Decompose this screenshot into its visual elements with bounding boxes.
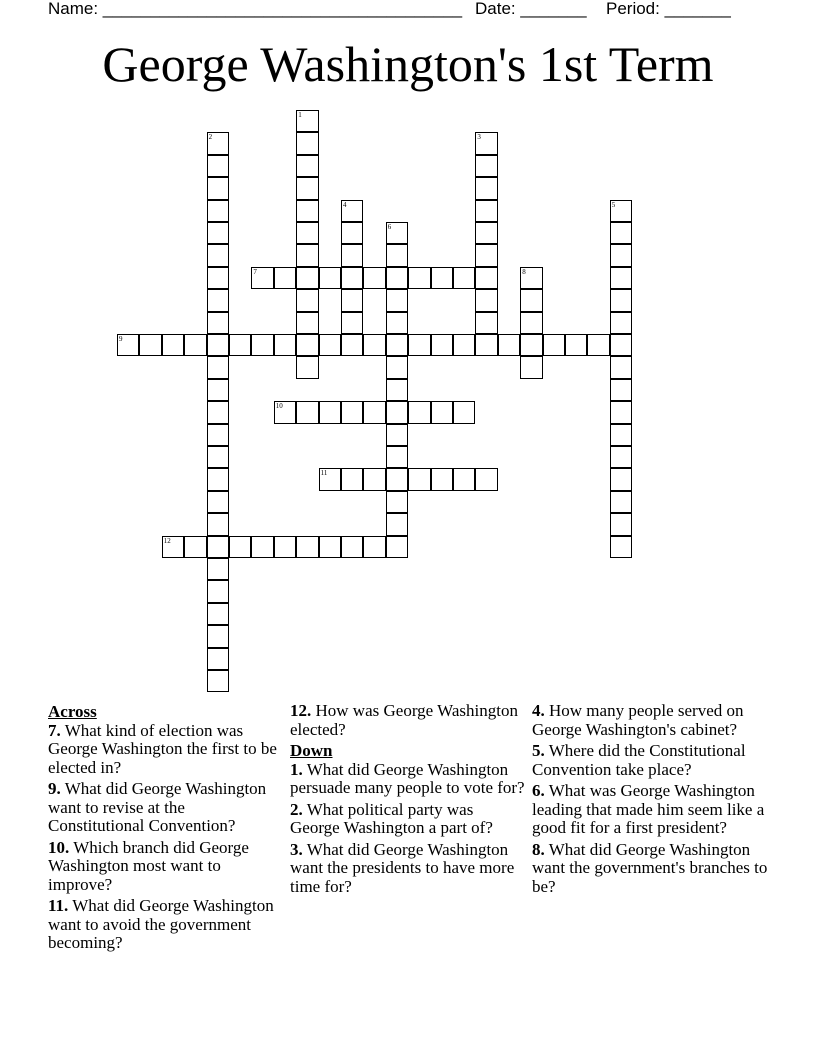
grid-cell[interactable] [386, 513, 408, 535]
grid-cell[interactable] [251, 536, 273, 558]
grid-cell[interactable] [475, 244, 497, 266]
grid-cell[interactable] [386, 334, 408, 356]
clue-down-1 [290, 761, 526, 798]
grid-cell[interactable] [229, 536, 251, 558]
grid-cell[interactable] [363, 536, 385, 558]
grid-cell[interactable] [251, 334, 273, 356]
grid-cell[interactable] [319, 334, 341, 356]
grid-cell[interactable] [207, 401, 229, 423]
clue-number-label: 3 [477, 133, 481, 142]
grid-cell[interactable] [207, 648, 229, 670]
grid-cell[interactable] [408, 334, 430, 356]
clue-down-2 [290, 801, 526, 838]
grid-cell[interactable] [341, 536, 363, 558]
grid-cell[interactable] [453, 334, 475, 356]
clue-text: What political party was George Washington a part of? [290, 799, 493, 837]
clue-number-label: 1 [298, 111, 302, 119]
grid-cell[interactable] [386, 536, 408, 558]
across-heading: Across [48, 702, 97, 721]
clue-number-label: 8 [522, 267, 526, 276]
clue-down-3 [290, 841, 526, 897]
grid-cell[interactable] [184, 536, 206, 558]
grid-cell[interactable] [207, 536, 229, 558]
grid-cell[interactable] [610, 379, 632, 401]
clue-across-10 [48, 839, 284, 895]
grid-cell[interactable] [341, 244, 363, 266]
grid-cell[interactable] [207, 200, 229, 222]
clue-number: 1. [290, 759, 303, 779]
grid-cell[interactable] [296, 244, 318, 266]
grid-cell[interactable] [475, 155, 497, 177]
grid-cell[interactable] [207, 558, 229, 580]
grid-cell[interactable] [610, 356, 632, 378]
grid-cell[interactable] [184, 334, 206, 356]
grid-cell[interactable] [475, 289, 497, 311]
grid-cell[interactable] [207, 625, 229, 647]
grid-cell[interactable] [431, 267, 453, 289]
grid-cell[interactable] [475, 132, 497, 154]
grid-cell[interactable] [386, 289, 408, 311]
grid-cell[interactable] [296, 401, 318, 423]
grid-cell[interactable] [363, 401, 385, 423]
grid-cell[interactable] [296, 132, 318, 154]
grid-cell[interactable] [610, 244, 632, 266]
clue-text: What kind of election was George Washington the first to be elected in? [48, 720, 277, 777]
grid-cell[interactable] [341, 401, 363, 423]
clue-down-5 [532, 742, 772, 779]
clue-text: How many people served on George Washington's cabinet? [532, 701, 744, 739]
grid-cell[interactable] [610, 401, 632, 423]
clue-across-11 [48, 897, 284, 953]
grid-cell[interactable] [431, 468, 453, 490]
grid-cell[interactable] [207, 513, 229, 535]
grid-cell[interactable] [610, 312, 632, 334]
grid-cell[interactable] [453, 267, 475, 289]
grid-cell[interactable] [207, 603, 229, 625]
grid-cell[interactable] [453, 468, 475, 490]
grid-cell[interactable] [386, 244, 408, 266]
clue-number: 9. [48, 779, 61, 798]
grid-cell[interactable] [207, 670, 229, 692]
name-field-label[interactable]: Name: ______________________________________ [48, 0, 463, 18]
clue-number-label: 5 [611, 200, 616, 209]
grid-cell[interactable] [475, 222, 497, 244]
clue-number-label: 6 [387, 223, 392, 231]
grid-cell[interactable] [274, 267, 296, 289]
clue-number-label: 12 [163, 536, 171, 545]
grid-cell[interactable] [610, 446, 632, 468]
grid-cell[interactable] [296, 177, 318, 199]
clue-across-9 [48, 780, 284, 836]
grid-cell[interactable] [341, 200, 363, 222]
grid-cell[interactable] [386, 446, 408, 468]
clue-down-4 [532, 702, 772, 739]
grid-cell[interactable] [341, 289, 363, 311]
grid-cell[interactable] [296, 312, 318, 334]
grid-cell[interactable] [386, 356, 408, 378]
clue-number: 8. [532, 839, 545, 859]
grid-cell[interactable] [475, 267, 497, 289]
grid-cell[interactable] [386, 401, 408, 423]
grid-cell[interactable] [386, 468, 408, 490]
grid-cell[interactable] [453, 401, 475, 423]
grid-cell[interactable] [207, 222, 229, 244]
grid-cell[interactable] [296, 200, 318, 222]
grid-cell[interactable] [520, 267, 542, 289]
clue-text: What did George Washington want to revise at the Constitutional Convention? [48, 779, 267, 835]
grid-cell[interactable] [319, 267, 341, 289]
grid-cell[interactable] [162, 334, 184, 356]
grid-cell[interactable] [296, 536, 318, 558]
clue-number: 2. [290, 799, 303, 819]
grid-cell[interactable] [296, 334, 318, 356]
grid-cell[interactable] [207, 580, 229, 602]
grid-cell[interactable] [475, 334, 497, 356]
grid-cell[interactable] [296, 356, 318, 378]
clue-number: 6. [532, 781, 545, 800]
grid-cell[interactable] [162, 536, 184, 558]
grid-cell[interactable] [610, 334, 632, 356]
grid-cell[interactable] [520, 356, 542, 378]
grid-cell[interactable] [610, 468, 632, 490]
grid-cell[interactable] [296, 222, 318, 244]
grid-cell[interactable] [341, 468, 363, 490]
clue-number-label: 2 [208, 133, 213, 142]
grid-cell[interactable] [207, 356, 229, 378]
clue-text: What did George Washington persuade many people to vote for? [290, 759, 525, 797]
grid-cell[interactable] [386, 379, 408, 401]
grid-cell[interactable] [610, 491, 632, 513]
clue-number: 4. [532, 701, 545, 720]
grid-cell[interactable] [274, 401, 296, 423]
clue-number-label: 11 [320, 469, 328, 478]
grid-cell[interactable] [341, 222, 363, 244]
grid-cell[interactable] [296, 267, 318, 289]
grid-cell[interactable] [386, 424, 408, 446]
clue-number: 12. [290, 701, 312, 720]
grid-cell[interactable] [207, 334, 229, 356]
grid-cell[interactable] [386, 491, 408, 513]
grid-cell[interactable] [341, 334, 363, 356]
clue-text: Where did the Constitutional Convention take place? [532, 741, 746, 779]
grid-cell[interactable] [475, 177, 497, 199]
clue-text: How was George Washington elected? [290, 701, 518, 739]
grid-cell[interactable] [207, 289, 229, 311]
clue-across-7 [48, 722, 284, 778]
grid-cell[interactable] [296, 110, 318, 132]
grid-cell[interactable] [117, 334, 139, 356]
grid-cell[interactable] [207, 468, 229, 490]
grid-cell[interactable] [319, 468, 341, 490]
grid-cell[interactable] [610, 536, 632, 558]
grid-cell[interactable] [296, 289, 318, 311]
grid-cell[interactable] [610, 424, 632, 446]
clue-text: What did George Washington want to avoid the government becoming? [48, 896, 274, 952]
grid-cell[interactable] [520, 334, 542, 356]
clue-number: 5. [532, 741, 545, 760]
clue-number: 10. [48, 837, 70, 857]
grid-cell[interactable] [408, 401, 430, 423]
grid-cell[interactable] [139, 334, 161, 356]
grid-cell[interactable] [386, 222, 408, 244]
clues-column-3 [532, 702, 772, 899]
grid-cell[interactable] [274, 536, 296, 558]
grid-cell[interactable] [207, 155, 229, 177]
clue-down-6 [532, 782, 772, 838]
grid-cell[interactable] [386, 312, 408, 334]
grid-cell[interactable] [520, 289, 542, 311]
grid-cell[interactable] [229, 334, 251, 356]
grid-cell[interactable] [475, 200, 497, 222]
grid-cell[interactable] [386, 267, 408, 289]
clue-text: What did George Washington want the presidents to have more time for? [290, 839, 515, 896]
clue-number-label: 4 [343, 200, 347, 209]
grid-cell[interactable] [296, 155, 318, 177]
grid-cell[interactable] [319, 401, 341, 423]
grid-cell[interactable] [431, 401, 453, 423]
clue-number-label: 7 [253, 267, 257, 276]
clue-across-12 [290, 702, 526, 739]
grid-cell[interactable] [565, 334, 587, 356]
puzzle-title: George Washington's 1st Term [102, 36, 714, 92]
grid-cell[interactable] [475, 468, 497, 490]
clue-text: What did George Washington want the government's branches to be? [532, 839, 768, 896]
grid-cell[interactable] [274, 334, 296, 356]
clue-number: 11. [48, 896, 69, 915]
grid-cell[interactable] [207, 267, 229, 289]
grid-cell[interactable] [341, 312, 363, 334]
grid-cell[interactable] [251, 267, 273, 289]
grid-cell[interactable] [610, 222, 632, 244]
clues-column-2 [290, 702, 526, 899]
grid-cell[interactable] [207, 491, 229, 513]
clue-number-label: 10 [275, 402, 283, 411]
grid-cell[interactable] [520, 312, 542, 334]
grid-cell[interactable] [587, 334, 609, 356]
down-heading: Down [290, 741, 333, 760]
grid-cell[interactable] [363, 267, 385, 289]
grid-cell[interactable] [341, 267, 363, 289]
grid-cell[interactable] [363, 468, 385, 490]
clue-number-label: 9 [119, 335, 123, 343]
grid-cell[interactable] [431, 334, 453, 356]
grid-cell[interactable] [610, 289, 632, 311]
grid-cell[interactable] [207, 379, 229, 401]
clue-number: 7. [48, 720, 61, 740]
grid-cell[interactable] [498, 334, 520, 356]
grid-cell[interactable] [610, 513, 632, 535]
grid-cell[interactable] [408, 468, 430, 490]
grid-cell[interactable] [207, 244, 229, 266]
clues-column-1 [48, 702, 284, 956]
grid-cell[interactable] [610, 200, 632, 222]
grid-cell[interactable] [475, 312, 497, 334]
clue-number: 3. [290, 839, 303, 859]
grid-cell[interactable] [363, 334, 385, 356]
grid-cell[interactable] [408, 267, 430, 289]
clue-down-8 [532, 841, 772, 897]
grid-cell[interactable] [319, 536, 341, 558]
grid-cell[interactable] [207, 177, 229, 199]
grid-cell[interactable] [207, 312, 229, 334]
grid-cell[interactable] [207, 132, 229, 154]
clue-text: What was George Washington leading that made him seem like a good fit for a first president? [532, 781, 765, 837]
date-field-label[interactable]: Date: _______ [475, 0, 587, 18]
period-field-label[interactable]: Period: _______ [606, 0, 731, 18]
clue-text: Which branch did George Washington most want to improve? [48, 837, 249, 894]
grid-cell[interactable] [543, 334, 565, 356]
grid-cell[interactable] [610, 267, 632, 289]
grid-cell[interactable] [207, 446, 229, 468]
grid-cell[interactable] [207, 424, 229, 446]
